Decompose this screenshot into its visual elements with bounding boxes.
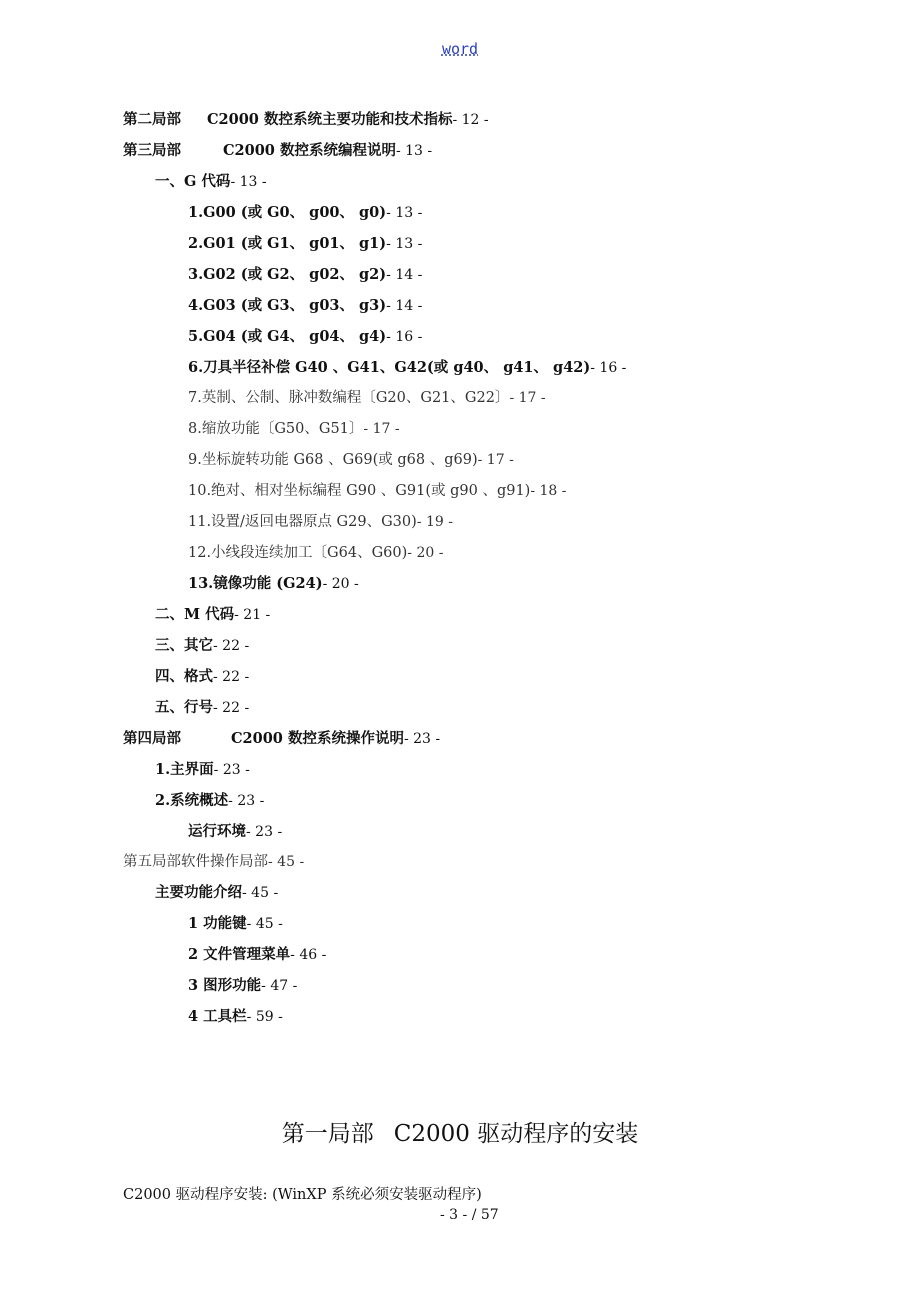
toc-entry-g24[interactable] xyxy=(188,574,359,594)
toc-entry-g50[interactable] xyxy=(188,419,400,439)
page-number: - 3 - / 57 xyxy=(440,1207,499,1223)
toc-page: - 22 - xyxy=(213,669,250,685)
toc-entry-toolbar[interactable] xyxy=(188,1007,283,1027)
toc-title: 13.镜像功能 (G24) xyxy=(188,575,323,592)
section-title-text: C2000 驱动程序的安装 xyxy=(393,1121,639,1147)
toc-page: - 17 - xyxy=(363,421,400,437)
toc-entry-g40[interactable] xyxy=(188,358,626,378)
toc-label: 第四局部 xyxy=(123,730,181,747)
toc-entry-g68[interactable] xyxy=(188,450,514,470)
toc-title: 2 文件管理菜单 xyxy=(188,946,291,963)
toc-page: - 23 - xyxy=(403,731,441,747)
toc-title: 5.G04 (或 G4、 g04、 g4) xyxy=(188,328,387,345)
toc-title: 3 图形功能 xyxy=(188,977,262,994)
toc-page: - 14 - xyxy=(386,298,423,314)
toc-title: 3.G02 (或 G2、 g02、 g2) xyxy=(188,266,387,283)
toc-page: - 18 - xyxy=(530,483,567,499)
toc-page: - 23 - xyxy=(228,793,265,809)
toc-entry-g29[interactable] xyxy=(188,512,453,532)
toc-page: - 21 - xyxy=(234,607,271,623)
toc-page: - 20 - xyxy=(407,545,444,561)
toc-page: - 13 - xyxy=(386,205,423,221)
toc-entry-g-codes[interactable] xyxy=(155,172,267,192)
toc-title: 2.G01 (或 G1、 g01、 g1) xyxy=(188,235,387,252)
toc-page: - 45 - xyxy=(268,854,305,870)
toc-title: 12.小线段连续加工〔G64、G60) xyxy=(188,545,408,561)
toc-page: - 45 - xyxy=(246,916,283,932)
toc-title: 4.G03 (或 G3、 g03、 g3) xyxy=(188,297,387,314)
toc-title: 9.坐标旋转功能 G68 、G69(或 g68 、g69) xyxy=(188,452,478,468)
toc-entry-file-menu[interactable] xyxy=(188,945,326,965)
toc-entry-func-keys[interactable] xyxy=(188,914,283,934)
section-label: 第一局部 xyxy=(281,1121,374,1147)
toc-entry-g00[interactable] xyxy=(188,203,422,223)
toc-title: C2000 数控系统操作说明 xyxy=(231,730,404,747)
toc-title: 二、M 代码 xyxy=(155,606,235,623)
toc-title: 4 工具栏 xyxy=(188,1008,247,1025)
toc-page: - 59 - xyxy=(246,1009,283,1025)
toc-page: - 17 - xyxy=(477,452,514,468)
header-word-link[interactable]: word xyxy=(441,40,479,58)
toc-entry-g64[interactable] xyxy=(188,543,443,563)
toc-title: 运行环境 xyxy=(188,823,246,840)
section-heading xyxy=(0,1115,920,1148)
toc-title: 7.英制、公制、脉冲数编程〔G20、G21、G22〕 xyxy=(188,390,510,406)
toc-page: - 23 - xyxy=(213,762,250,778)
toc-page: - 47 - xyxy=(261,978,298,994)
toc-title: 第五局部软件操作局部 xyxy=(123,854,268,870)
toc-entry-g04[interactable] xyxy=(188,327,422,347)
toc-title: 10.绝对、相对坐标编程 G90 、G91(或 g90 、g91) xyxy=(188,483,531,499)
toc-title: 1.G00 (或 G0、 g00、 g0) xyxy=(188,204,387,221)
toc-page: - 20 - xyxy=(322,576,359,592)
toc-entry-m-codes[interactable] xyxy=(155,605,270,625)
toc-entry-format[interactable] xyxy=(155,667,249,687)
toc-title: 三、其它 xyxy=(155,637,213,654)
toc-title: 8.缩放功能〔G50、G51〕 xyxy=(188,421,364,437)
toc-title: 1.主界面 xyxy=(155,761,214,778)
toc-page: - 45 - xyxy=(242,885,279,901)
toc-title: 6.刀具半径补偿 G40 、G41、G42(或 g40、 g41、 g42) xyxy=(188,359,591,376)
toc-page: - 22 - xyxy=(213,638,250,654)
toc-title: 11.设置/返回电器原点 G29、G30) xyxy=(188,514,417,530)
toc-page: - 19 - xyxy=(416,514,453,530)
toc-entry-part4[interactable] xyxy=(123,729,440,749)
toc-title: 1 功能键 xyxy=(188,915,247,932)
toc-entry-part5[interactable] xyxy=(123,852,304,872)
toc-entry-graphics[interactable] xyxy=(188,976,297,996)
toc-entry-main-func[interactable] xyxy=(155,883,278,903)
toc-title: 主要功能介绍 xyxy=(155,884,242,901)
toc-page: - 23 - xyxy=(246,824,283,840)
toc-entry-overview[interactable] xyxy=(155,791,264,811)
toc-page: - 16 - xyxy=(590,360,627,376)
toc-page: - 13 - xyxy=(230,174,267,190)
toc-page: - 12 - xyxy=(452,112,489,128)
toc-title: 五、行号 xyxy=(155,699,213,716)
toc-label: 第三局部 xyxy=(123,142,181,159)
toc-title: 一、G 代码 xyxy=(155,173,231,190)
toc-page: - 22 - xyxy=(213,700,250,716)
toc-entry-main-ui[interactable] xyxy=(155,760,250,780)
toc-entry-part3[interactable] xyxy=(123,141,432,161)
toc-page: - 13 - xyxy=(395,143,433,159)
toc-entry-g02[interactable] xyxy=(188,265,422,285)
toc-title: C2000 数控系统编程说明 xyxy=(223,142,396,159)
toc-entry-g01[interactable] xyxy=(188,234,422,254)
toc-entry-others[interactable] xyxy=(155,636,249,656)
body-paragraph: C2000 驱动程序安装: (WinXP 系统必须安装驱动程序) xyxy=(123,1187,482,1203)
toc-entry-g03[interactable] xyxy=(188,296,422,316)
toc-title: C2000 数控系统主要功能和技术指标 xyxy=(207,111,453,128)
toc-page: - 13 - xyxy=(386,236,423,252)
toc-page: - 17 - xyxy=(509,390,546,406)
toc-entry-line-no[interactable] xyxy=(155,698,249,718)
toc-entry-env[interactable] xyxy=(188,822,282,842)
toc-entry-g90[interactable] xyxy=(188,481,567,501)
toc-page: - 16 - xyxy=(386,329,423,345)
toc-title: 2.系统概述 xyxy=(155,792,229,809)
toc-page: - 46 - xyxy=(290,947,327,963)
toc-label: 第二局部 xyxy=(123,111,181,128)
toc-entry-part2[interactable] xyxy=(123,110,489,130)
toc-title: 四、格式 xyxy=(155,668,213,685)
toc-entry-g20[interactable] xyxy=(188,388,546,408)
toc-page: - 14 - xyxy=(386,267,423,283)
